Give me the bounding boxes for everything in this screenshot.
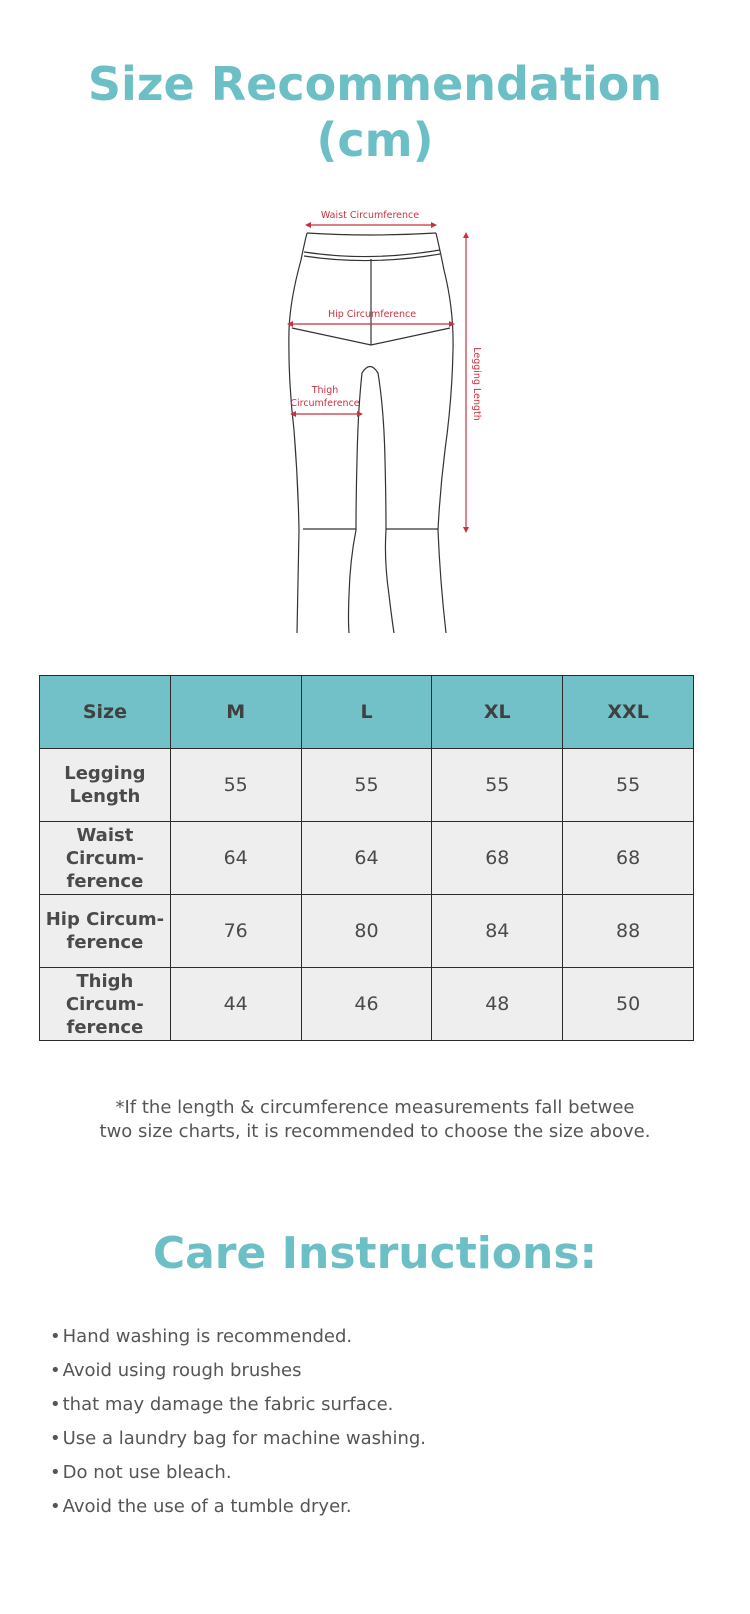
care-item-text: Do not use bleach. — [62, 1462, 232, 1483]
column-header-size: Size — [40, 676, 171, 749]
row-label-line: Circum- — [65, 847, 144, 869]
thigh-label-line1: Thigh — [311, 385, 339, 396]
page-title-line2: (cm) — [316, 113, 434, 167]
table-cell: 46 — [301, 968, 432, 1041]
right-outer-seam — [436, 233, 453, 633]
column-header-l: L — [301, 676, 432, 749]
row-label-line: Hip Circum- — [45, 909, 165, 930]
row-label-line: Length — [69, 786, 141, 807]
table-cell: 68 — [563, 822, 694, 895]
bullet-icon: • — [50, 1462, 61, 1483]
table-row-legging-length — [40, 749, 694, 822]
column-header-xl: XL — [432, 676, 563, 749]
row-label-waist — [40, 822, 171, 895]
size-table-head — [40, 676, 694, 749]
care-item-text: Avoid the use of a tumble dryer. — [62, 1496, 352, 1517]
size-table-body — [40, 749, 694, 1041]
row-label-line: Circum- — [65, 993, 144, 1015]
legging-outline — [289, 233, 453, 633]
row-label-line: Legging — [64, 763, 146, 784]
table-row-hip — [40, 895, 694, 968]
table-cell: 68 — [432, 822, 563, 895]
list-item — [50, 1456, 426, 1490]
legging-diagram — [270, 200, 500, 640]
care-item-text: that may damage the fabric surface. — [62, 1394, 394, 1415]
table-row-waist — [40, 822, 694, 895]
table-cell: 80 — [301, 895, 432, 968]
table-cell: 64 — [170, 822, 301, 895]
table-cell: 44 — [170, 968, 301, 1041]
list-item — [50, 1490, 426, 1524]
thigh-label-line2: Circumference — [290, 398, 360, 409]
right-inner-seam — [362, 367, 394, 634]
length-label: Legging Length — [471, 347, 482, 421]
bullet-icon: • — [50, 1360, 61, 1381]
care-item-text: Hand washing is recommended. — [62, 1326, 353, 1347]
row-label-hip — [40, 895, 171, 968]
care-item-text: Avoid using rough brushes — [62, 1360, 302, 1381]
size-note-line2: two size charts, it is recommended to choose the size above. — [99, 1121, 651, 1142]
page-title-line1: Size Recommendation — [87, 57, 663, 111]
table-cell: 55 — [301, 749, 432, 822]
bullet-icon: • — [50, 1428, 61, 1449]
row-label-line: ference — [66, 932, 144, 953]
table-cell: 55 — [432, 749, 563, 822]
page-title — [0, 56, 750, 168]
waistband-bottom-line — [304, 250, 440, 257]
table-row-thigh — [40, 968, 694, 1041]
bullet-icon: • — [50, 1496, 61, 1517]
row-label-line: ference — [66, 1016, 144, 1038]
bullet-icon: • — [50, 1326, 61, 1347]
row-label-line: Thigh — [76, 970, 134, 992]
row-label-thigh — [40, 968, 171, 1041]
care-title: Care Instructions: — [152, 1228, 598, 1279]
column-header-xxl: XXL — [563, 676, 694, 749]
table-cell: 50 — [563, 968, 694, 1041]
care-list — [50, 1320, 426, 1524]
left-outer-seam — [289, 233, 307, 633]
table-cell: 64 — [301, 822, 432, 895]
list-item — [50, 1388, 426, 1422]
size-table-header-row — [40, 676, 694, 749]
size-note — [0, 1096, 750, 1144]
legging-diagram-svg — [270, 200, 500, 640]
row-label-line: ference — [66, 870, 144, 892]
waistband-top-line — [307, 233, 436, 235]
care-item-text: Use a laundry bag for machine washing. — [62, 1428, 427, 1449]
list-item — [50, 1422, 426, 1456]
table-cell: 55 — [170, 749, 301, 822]
table-cell: 76 — [170, 895, 301, 968]
size-table — [39, 675, 694, 1041]
table-cell: 84 — [432, 895, 563, 968]
row-label-line: Waist — [76, 824, 134, 846]
list-item — [50, 1354, 426, 1388]
waist-label: Waist Circumference — [320, 210, 420, 221]
row-label-legging-length — [40, 749, 171, 822]
bullet-icon: • — [50, 1394, 61, 1415]
list-item — [50, 1320, 426, 1354]
table-cell: 55 — [563, 749, 694, 822]
column-header-m: M — [170, 676, 301, 749]
size-note-line1: *If the length & circumference measurements fall betwee — [115, 1097, 635, 1118]
hip-label: Hip Circumference — [327, 309, 417, 320]
table-cell: 48 — [432, 968, 563, 1041]
table-cell: 88 — [563, 895, 694, 968]
left-inner-seam — [349, 373, 363, 633]
